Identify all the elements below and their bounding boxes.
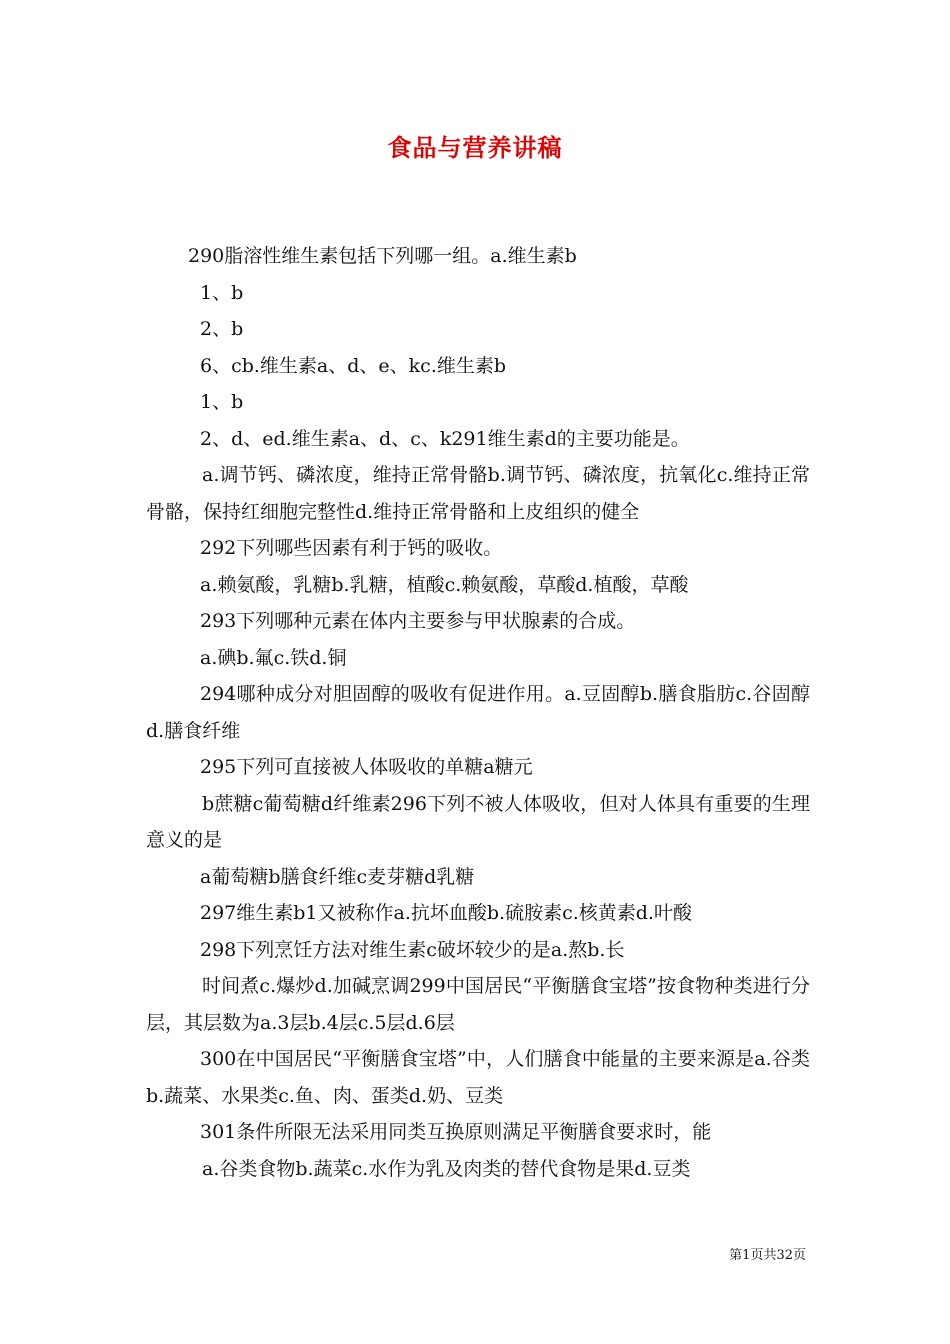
paragraph: 290脂溶性维生素包括下列哪一组。a.维生素b [188,245,577,267]
paragraph: a葡萄糖b膳食纤维c麦芽糖d乳糖 [200,865,475,888]
document-body [146,238,810,1187]
paragraph: 300在中国居民“平衡膳食宝塔”中，人们膳食中能量的主要来源是a.谷类b.蔬菜、水果类c.鱼、肉、蛋类d.奶、豆类 [146,1048,810,1107]
paragraph: 297维生素b1又被称作a.抗坏血酸b.硫胺素c.核黄素d.叶酸 [200,902,692,924]
paragraph: 6、cb.维生素a、d、e、kc.维生素b [200,354,507,377]
paragraph: 295下列可直接被人体吸收的单糖a糖元 [200,756,533,778]
paragraph: b蔗糖c葡萄糖d纤维素296下列不被人体吸收，但对人体具有重要的生理意义的是 [146,792,810,851]
paragraph: 1、b [200,281,244,304]
paragraph: 2、d、ed.维生素a、d、c、k291维生素d的主要功能是。 [200,427,690,450]
paragraph: 2、b [200,318,244,340]
paragraph: 1、b [200,391,244,413]
paragraph: 时间煮c.爆炒d.加碱烹调299中国居民“平衡膳食宝塔”按食物种类进行分层，其层数为a.3层b.4层c.5层d.6层 [146,975,810,1034]
paragraph: 301条件所限无法采用同类互换原则满足平衡膳食要求时，能 [200,1121,712,1143]
paragraph: a.赖氨酸，乳糖b.乳糖，植酸c.赖氨酸，草酸d.植酸，草酸 [200,573,689,596]
paragraph: a.调节钙、磷浓度，维持正常骨骼b.调节钙、磷浓度，抗氧化c.维持正常骨骼，保持红细胞完整性d.维持正常骨骼和上皮组织的健全 [146,464,810,523]
page-number-footer: 第1页共32页 [729,1248,806,1263]
document-title: 食品与营养讲稿 [387,133,563,162]
paragraph: a.谷类食物b.蔬菜c.水作为乳及肉类的替代食物是果d.豆类 [202,1157,691,1180]
paragraph: 294哪种成分对胆固醇的吸收有促进作用。a.豆固醇b.膳食脂肪c.谷固醇d.膳食纤维 [146,683,810,742]
paragraph: 292下列哪些因素有利于钙的吸收。 [200,537,503,559]
paragraph: 298下列烹饪方法对维生素c破坏较少的是a.熬b.长 [200,938,625,961]
paragraph: 293下列哪种元素在体内主要参与甲状腺素的合成。 [200,610,636,632]
paragraph: a.碘b.氟c.铁d.铜 [200,646,347,669]
